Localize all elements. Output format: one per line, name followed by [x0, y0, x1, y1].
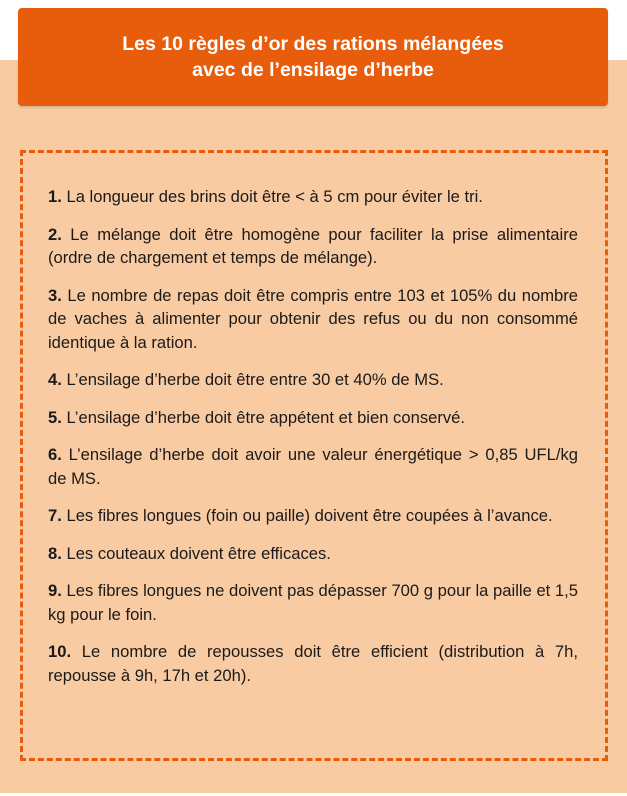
rule-text: L’ensilage d’herbe doit avoir une valeur énergétique > 0,85 UFL/kg de MS. — [48, 445, 578, 488]
rule-number: 6. — [48, 445, 62, 464]
rule-text: Le nombre de repas doit être compris entre 103 et 105% du nombre de vaches à alimenter pour obtenir des refus ou du non consommé identique à la ration. — [48, 285, 578, 352]
header-banner — [18, 8, 608, 106]
rule-item-3 — [48, 284, 578, 355]
rule-number: 4. — [48, 370, 62, 389]
rule-item-7 — [48, 504, 578, 528]
rule-item-8 — [48, 542, 578, 566]
rules-list — [48, 185, 578, 701]
title-line-1: Les 10 règles d’or des rations mélangées — [122, 33, 504, 55]
rule-item-1 — [48, 185, 578, 209]
rule-text: Le mélange doit être homogène pour faciliter la prise alimentaire (ordre de chargement et temps de mélange). — [48, 224, 578, 267]
rule-item-10 — [48, 640, 578, 687]
rule-number: 1. — [48, 187, 62, 206]
rule-number: 9. — [48, 581, 62, 600]
rule-item-5 — [48, 406, 578, 430]
rule-text: Le nombre de repousses doit être efficient (distribution à 7h, repousse à 9h, 17h et 20h). — [48, 642, 578, 685]
rule-text: Les couteaux doivent être efficaces. — [66, 543, 331, 563]
rule-text: L’ensilage d’herbe doit être appétent et bien conservé. — [66, 407, 466, 427]
rule-text: L’ensilage d’herbe doit être entre 30 et 40% de MS. — [66, 370, 444, 389]
rule-item-4 — [48, 368, 578, 392]
page-title — [83, 31, 543, 83]
rule-text: Les fibres longues (foin ou paille) doivent être coupées à l’avance. — [66, 506, 553, 525]
rule-item-9 — [48, 579, 578, 626]
rule-number: 10. — [48, 642, 72, 661]
rule-number: 8. — [48, 543, 62, 563]
rule-number: 2. — [48, 224, 62, 244]
title-line-2: avec de l’ensilage d’herbe — [192, 59, 434, 81]
rule-item-2 — [48, 223, 578, 270]
rule-number: 7. — [48, 506, 62, 525]
rule-text: La longueur des brins doit être < à 5 cm pour éviter le tri. — [66, 187, 483, 206]
rule-number: 3. — [48, 285, 62, 305]
rule-text: Les fibres longues ne doivent pas dépasser 700 g pour la paille et 1,5 kg pour le foin. — [48, 581, 578, 624]
rule-item-6 — [48, 443, 578, 490]
rule-number: 5. — [48, 407, 62, 427]
